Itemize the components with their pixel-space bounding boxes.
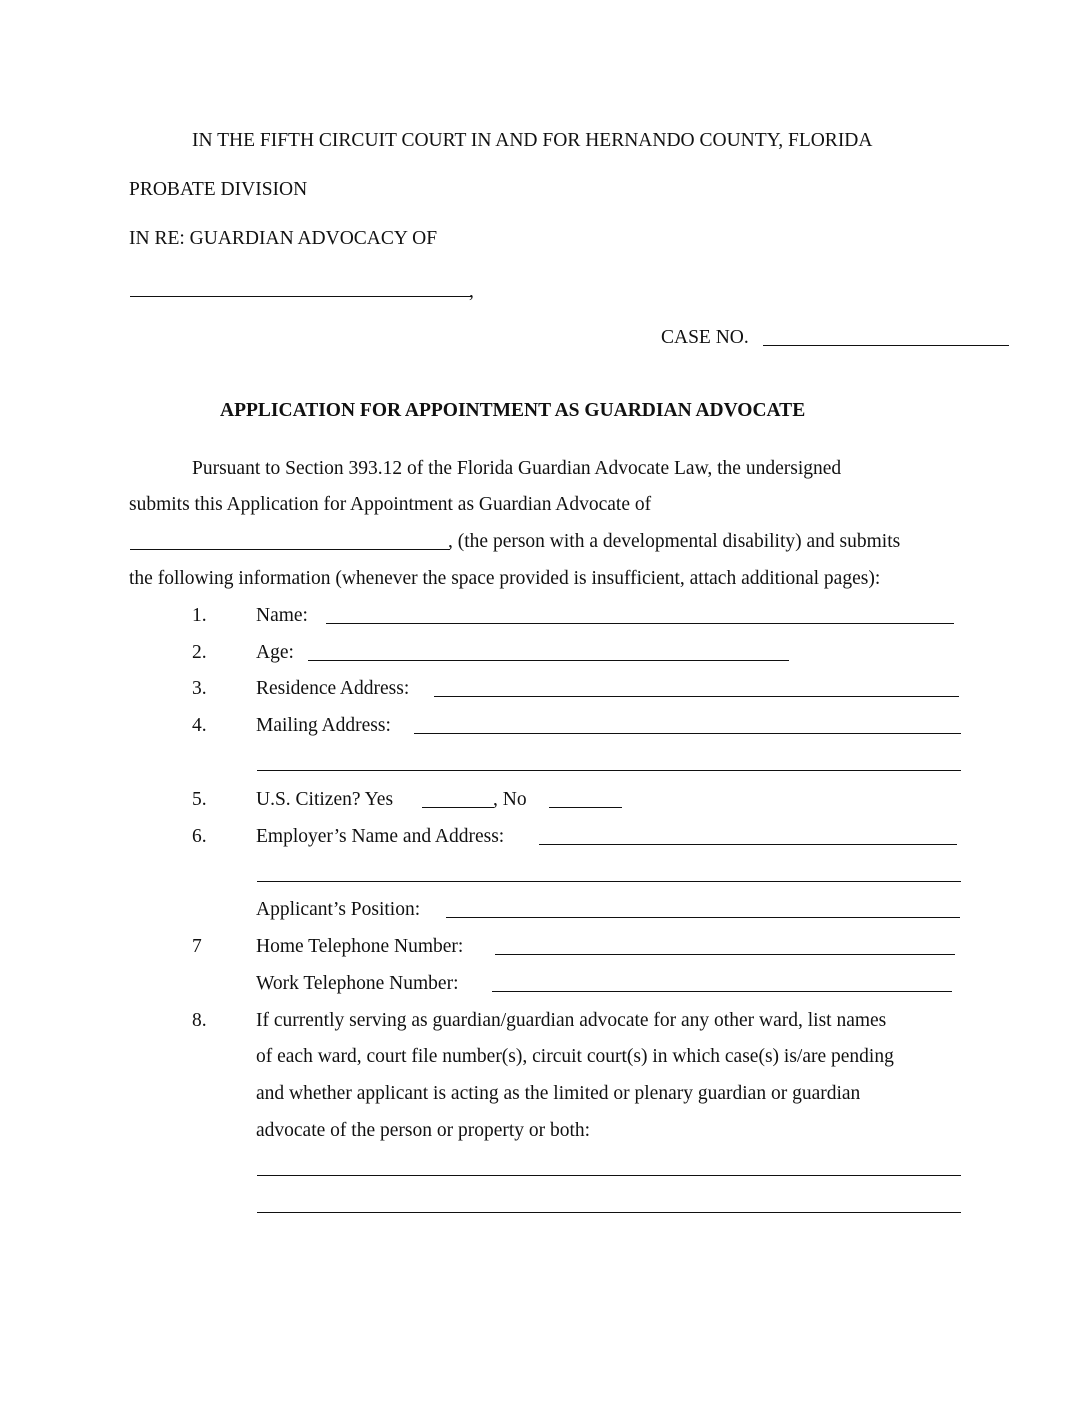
citizen-yes-label: U.S. Citizen? Yes [256,789,394,810]
employer-label: Employer’s Name and Address: [256,826,505,847]
ward-name-comma: , [469,281,474,302]
applicant-position-label: Applicant’s Position: [256,899,421,920]
court-heading: IN THE FIFTH CIRCUIT COURT IN AND FOR HERNANDO COUNTY, FLORIDA [192,130,873,151]
intro-line-3: , (the person with a developmental disability) and submits [448,531,901,552]
item-number-1: 1. [192,605,207,626]
in-re-heading: IN RE: GUARDIAN ADVOCACY OF [129,228,438,249]
intro-line-4: the following information (whenever the space provided is insufficient, attach additional pages): [129,568,881,589]
case-number-blank[interactable] [763,345,1009,346]
division-heading: PROBATE DIVISION [129,179,308,200]
applicant-position-blank[interactable] [446,917,960,918]
other-ward-line-2: of each ward, court file number(s), circuit court(s) in which case(s) is/are pending [256,1046,894,1067]
other-ward-line-3: and whether applicant is acting as the limited or plenary guardian or guardian [256,1083,861,1104]
residence-address-label: Residence Address: [256,678,410,699]
mailing-address-blank[interactable] [414,733,961,734]
item-number-5: 5. [192,789,207,810]
name-blank[interactable] [326,623,954,624]
citizen-yes-blank[interactable] [422,807,494,808]
other-ward-line-1: If currently serving as guardian/guardian advocate for any other ward, list names [256,1010,887,1031]
item-number-7: 7 [192,936,202,957]
ward-name-blank[interactable] [130,296,472,297]
intro-line-2: submits this Application for Appointment as Guardian Advocate of [129,494,652,515]
name-label: Name: [256,605,308,626]
item-number-6: 6. [192,826,207,847]
age-label: Age: [256,642,294,663]
other-ward-line-4: advocate of the person or property or both: [256,1120,591,1141]
mailing-address-label: Mailing Address: [256,715,391,736]
age-blank[interactable] [308,660,789,661]
citizen-no-blank[interactable] [549,807,622,808]
home-phone-label: Home Telephone Number: [256,936,464,957]
work-phone-label: Work Telephone Number: [256,973,459,994]
form-title: APPLICATION FOR APPOINTMENT AS GUARDIAN ADVOCATE [220,400,806,421]
home-phone-blank[interactable] [495,954,955,955]
item-number-2: 2. [192,642,207,663]
employer-blank-2[interactable] [257,881,961,882]
work-phone-blank[interactable] [492,991,952,992]
intro-line-1: Pursuant to Section 393.12 of the Florida Guardian Advocate Law, the undersigned [192,458,842,479]
employer-blank[interactable] [539,844,957,845]
item-number-8: 8. [192,1010,207,1031]
residence-address-blank[interactable] [434,696,959,697]
item-number-4: 4. [192,715,207,736]
other-ward-blank-1[interactable] [257,1175,961,1176]
item-number-3: 3. [192,678,207,699]
other-ward-blank-2[interactable] [257,1212,961,1213]
person-name-blank[interactable] [130,549,450,550]
mailing-address-blank-2[interactable] [257,770,961,771]
citizen-no-label: , No [493,789,527,810]
case-number-label: CASE NO. [661,327,749,348]
